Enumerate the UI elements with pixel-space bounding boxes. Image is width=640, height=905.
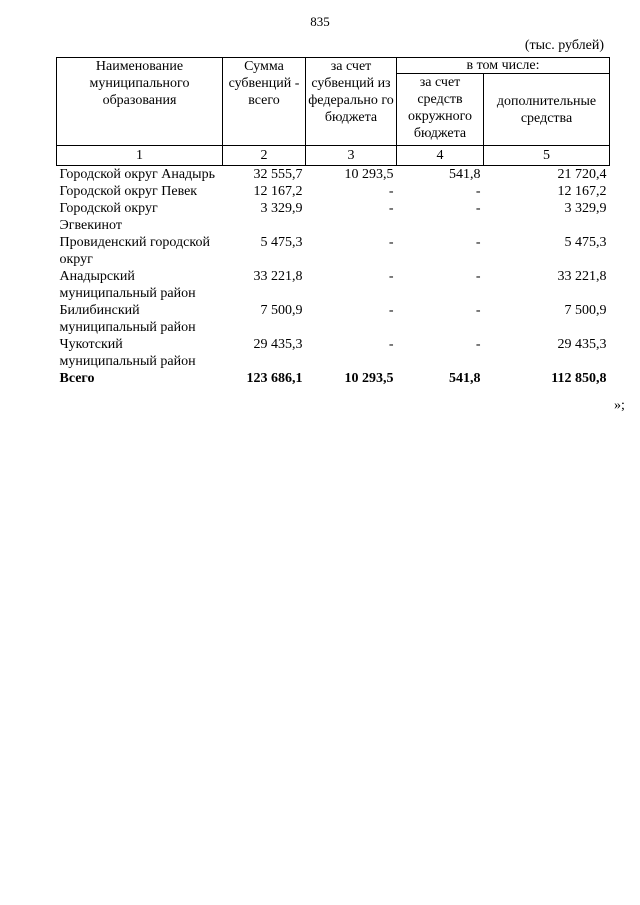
additional-value: 5 475,3 bbox=[564, 235, 607, 250]
total-value: 3 329,9 bbox=[260, 201, 303, 216]
total-value: 12 167,2 bbox=[253, 184, 303, 199]
federal-value: 10 293,5 bbox=[344, 371, 394, 386]
additional-value: 12 167,2 bbox=[557, 184, 607, 199]
additional-value: 7 500,9 bbox=[564, 303, 607, 318]
district-value: - bbox=[475, 303, 481, 318]
column-number: 5 bbox=[484, 146, 610, 166]
header-including: в том числе: bbox=[397, 58, 610, 74]
closing-quote: »; bbox=[614, 398, 625, 413]
additional-value: 112 850,8 bbox=[551, 371, 607, 386]
table-row bbox=[57, 234, 610, 268]
table-row bbox=[57, 336, 610, 370]
district-value: 541,8 bbox=[449, 167, 481, 182]
federal-value: - bbox=[388, 337, 394, 352]
additional-value: 3 329,9 bbox=[564, 201, 607, 216]
district-value: 541,8 bbox=[449, 371, 481, 386]
federal-value: - bbox=[388, 269, 394, 284]
municipality-name: Городской округ Певек bbox=[59, 184, 198, 199]
municipality-name: Чукотский муниципальный район bbox=[59, 337, 196, 369]
municipality-name: Билибинский муниципальный район bbox=[59, 303, 196, 335]
header-total: Сумма субвенций - всего bbox=[223, 58, 306, 146]
total-row bbox=[57, 370, 610, 387]
column-number: 4 bbox=[397, 146, 484, 166]
page-number: 835 bbox=[310, 14, 330, 29]
municipality-name: Городской округ Эгвекинот bbox=[59, 201, 158, 233]
total-value: 29 435,3 bbox=[253, 337, 303, 352]
total-value: 7 500,9 bbox=[260, 303, 303, 318]
district-value: - bbox=[475, 201, 481, 216]
additional-value: 21 720,4 bbox=[557, 167, 607, 182]
column-number: 1 bbox=[57, 146, 223, 166]
column-number: 2 bbox=[223, 146, 306, 166]
units-label: (тыс. рублей) bbox=[524, 38, 604, 53]
district-value: - bbox=[475, 337, 481, 352]
column-number-row bbox=[57, 146, 610, 166]
header-name: Наименование муниципального образования bbox=[57, 58, 223, 146]
municipality-name: Провиденский городской округ bbox=[59, 235, 210, 267]
column-number: 3 bbox=[306, 146, 397, 166]
total-value: 5 475,3 bbox=[260, 235, 303, 250]
federal-value: - bbox=[388, 235, 394, 250]
total-label: Всего bbox=[59, 371, 95, 386]
district-value: - bbox=[475, 269, 481, 284]
table-row bbox=[57, 183, 610, 200]
total-value: 33 221,8 bbox=[253, 269, 303, 284]
federal-value: - bbox=[388, 201, 394, 216]
federal-value: - bbox=[388, 303, 394, 318]
additional-value: 33 221,8 bbox=[557, 269, 607, 284]
subventions-table bbox=[56, 57, 610, 387]
header-district: за счет средств окружного бюджета bbox=[397, 74, 484, 146]
district-value: - bbox=[475, 235, 481, 250]
table-row bbox=[57, 302, 610, 336]
district-value: - bbox=[475, 184, 481, 199]
header-federal: за счет субвенций из федерально го бюджета bbox=[306, 58, 397, 146]
total-value: 123 686,1 bbox=[246, 371, 303, 386]
table-row bbox=[57, 268, 610, 302]
table-row bbox=[57, 166, 610, 184]
additional-value: 29 435,3 bbox=[557, 337, 607, 352]
federal-value: 10 293,5 bbox=[344, 167, 394, 182]
total-value: 32 555,7 bbox=[253, 167, 303, 182]
table-row bbox=[57, 200, 610, 234]
municipality-name: Городской округ Анадырь bbox=[59, 167, 215, 182]
federal-value: - bbox=[388, 184, 394, 199]
header-additional: дополнительные средства bbox=[484, 74, 610, 146]
municipality-name: Анадырский муниципальный район bbox=[59, 269, 196, 301]
